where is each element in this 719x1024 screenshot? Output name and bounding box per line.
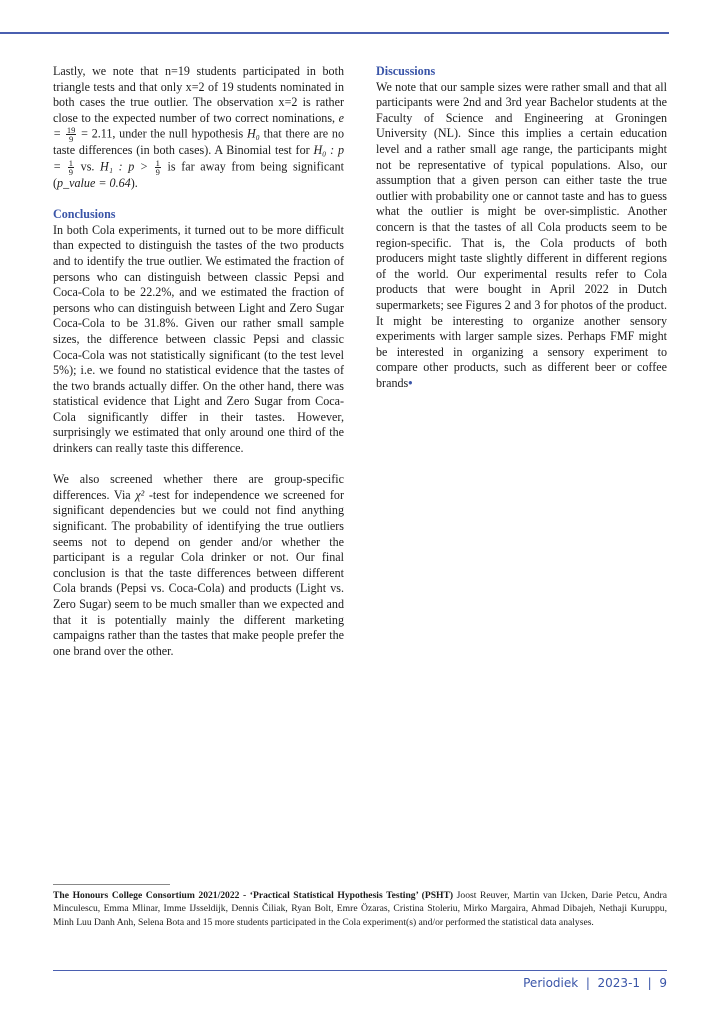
vs-text: vs.: [75, 159, 101, 174]
fraction-numerator: 1: [155, 157, 160, 168]
discussions-paragraph: [376, 80, 667, 392]
footer-separator: |: [578, 976, 598, 990]
expected-formula-lhs: e =: [53, 110, 344, 141]
right-column: [376, 64, 667, 407]
fraction-numerator: 1: [68, 157, 74, 168]
intro-text: that there are no taste differences (in both cases). A Binomial test for: [53, 126, 344, 158]
h1-test: H₁ : p >: [100, 159, 154, 174]
page-footer: [523, 976, 667, 990]
left-column: [53, 64, 344, 675]
expected-fraction: [66, 126, 77, 143]
conclusions-heading: Conclusions: [53, 207, 116, 222]
discussions-text: We note that our sample sizes were rather small and that all participants were 2nd and 3rd year Bachelor students at the Faculty of Science and Engineering at Groningen University (NL). Since this implies a certain education level and a rather small age range, the participants might not be representative of typical populations. Also, our assumption that a given person can either taste the true outlier with probability one or cannot taste and has to guess what the outlier is might be over-simplistic. Another concern is that the tastes of all Cola products seem to be region-specific. That is, the Cola products of both producers might taste slightly different in different regions of the world. Our experimental results refer to Cola products that were bought in April 2022 in Dutch supermarkets; see Figures 2 and 3 for photos of the product. It might be interesting to organize another sensory experiments with larger sample sizes. Perhaps FMF might be interested in organizing a sensory experiment to compare other products, such as different beer or coffee brands: [376, 79, 667, 390]
test-fraction: [68, 159, 74, 176]
footnote: [53, 889, 667, 929]
page-number: 9: [659, 976, 667, 990]
intro-text: is far away from being significant (: [53, 159, 344, 190]
discussions-heading: Discussions: [376, 64, 436, 78]
intro-text: Lastly, we note that n=19 students participated in both triangle tests and that only x=2 of 19 students nominated in both cases the true outlier. The observation x=2 is rather close to the expected number of two correct nominations,: [53, 64, 344, 125]
bottom-rule: [53, 970, 667, 971]
end-mark-icon: •: [408, 375, 413, 390]
test-fraction: [155, 159, 161, 176]
footnote-text: Joost Reuver, Martin van IJcken, Darie Petcu, Andra Minculescu, Emma Mlinar, Imme IJsseldijk, Dennis Čiliak, Ryan Bolt, Emre Özaras, Cristina Stoleriu, Mirko Margaira, Ahmad Dibajeh, Nethaji Kuruppu, Minh Luu Danh Anh, Selena Bota and 15 more students participated in the Cola experiment(s) and/or performed the statistical data analyses.: [53, 890, 667, 928]
footer-separator: |: [640, 976, 660, 990]
h0-test: H₀ : p =: [53, 143, 344, 174]
footnote-title: The Honours College Consortium 2021/2022 - ‘Practical Statistical Hypothesis Testing’ (PSHT): [53, 890, 454, 901]
publication-name: Periodiek: [523, 976, 579, 990]
pvalue-expression: p_value = 0.64: [57, 175, 131, 190]
expected-formula-rhs: = 2.11: [77, 126, 113, 141]
top-rule: [0, 32, 669, 34]
fraction-denominator: 9: [68, 166, 74, 177]
issue-number: 2023-1: [597, 976, 641, 990]
conclusions-text: We also screened whether there are group-specific differences. Via: [53, 472, 344, 502]
fraction-numerator: 19: [66, 125, 76, 136]
intro-text: ).: [130, 175, 138, 190]
conclusions-paragraph-1: In both Cola experiments, it turned out to be more difficult than expected to distinguish the tastes of the two products and to identify the true outlier. We estimated the fraction of persons who can distinguish between classic Pepsi and Coca-Cola to be 22.2%, and we estimated the fraction of persons who can distinguish between Light and Zero Sugar Coca-Cola to be 31.8%. Given our rather small sample sizes, the difference between classic Pepsi and classic Coca-Cola was not statistically significant (to the test level 5%); i.e. we found no statistical evidence that the tastes of the two brands actually differ. On the other hand, there was statistical evidence that Light and Zero Sugar from Coca-Cola significantly differ in their tastes. However, surprisingly we estimated that only around one third of the drinkers can really taste this difference.: [53, 222, 344, 456]
conclusions-text: -test for independence we screened for significant dependencies but we could not find anything significant. The probability of identifying the true outliers seems not to depend on gender and/or whether the participant is a regular Cola drinker or not. Our final conclusion is that the taste differences between different Cola brands (Pepsi vs. Coca-Cola) and products (Light vs. Zero Sugar) seem to be much smaller than we expected and that it is potentially mainly the different marketing campaigns rather than the tastes that make people prefer the one brand over the other.: [53, 487, 344, 658]
intro-paragraph: [53, 64, 344, 192]
h0-symbol: H₀: [246, 126, 260, 141]
conclusions-paragraph-2: [53, 472, 344, 659]
intro-text: , under the null hypothesis: [112, 126, 247, 141]
fraction-denominator: 9: [69, 134, 74, 145]
footnote-rule: [53, 884, 170, 885]
fraction-denominator: 9: [155, 166, 160, 177]
chi-square-symbol: χ²: [135, 487, 145, 502]
